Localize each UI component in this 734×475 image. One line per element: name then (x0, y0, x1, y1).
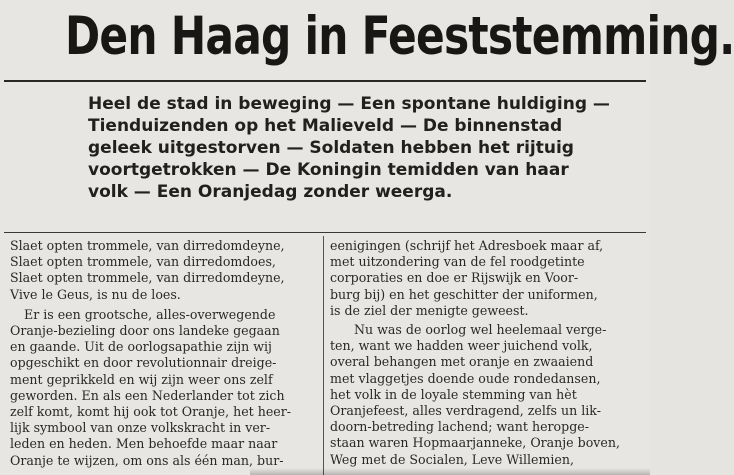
subheadline-block (88, 93, 648, 203)
paragraph-line: en gaande. Uit de oorlogsapathie zijn wij (10, 339, 272, 355)
body-paragraph (10, 307, 315, 469)
paragraph-line: het volk in de loyale stemming van hèt (330, 386, 577, 402)
paragraph-line: staan waren Hopmaarjanneke, Oranje boven, (330, 435, 620, 451)
subheadline-line: Heel de stad in beweging — Een spontane huldiging — (88, 94, 610, 114)
paragraph-line: zelf komt, komt hij ook tot Oranje, het heer- (10, 404, 292, 420)
headline-rule (4, 80, 646, 82)
paragraph-line: Er is een grootsche, alles-overwegende (24, 306, 276, 322)
subheadline-line: voortgetrokken — De Koningin temidden van haar (88, 160, 569, 180)
print-smudge (250, 468, 650, 475)
paragraph-line: met uitzondering van de fel roodgetinte (330, 254, 585, 270)
verse-block (10, 238, 315, 303)
subheadline-line: Tienduizenden op het Malieveld — De binnenstad (88, 116, 563, 136)
paragraph-line: Weg met de Socialen, Leve Willemien, (330, 451, 574, 467)
paragraph-line: eenigingen (schrijf het Adresboek maar af, (330, 238, 604, 253)
verse-line: Vive le Geus, is nu de loes. (10, 286, 181, 302)
paragraph-line: ment geprikkeld en wij zijn weer ons zelf (10, 371, 273, 387)
section-rule (4, 232, 646, 233)
paragraph-line: geworden. En als een Nederlander tot zich (10, 387, 285, 403)
paragraph-line: Nu was de oorlog wel heelemaal verge- (354, 322, 607, 338)
paragraph-line: corporaties en doe er Rijswijk en Voor- (330, 270, 579, 286)
paragraph-line: Oranje-bezieling door ons landeke gegaan (10, 323, 280, 339)
column-divider (323, 236, 324, 475)
subheadline-line: geleek uitgestorven — Soldaten hebben het rijtuig (88, 138, 574, 158)
verse-line: Slaet opten trommele, van dirredomdeyne, (10, 270, 285, 286)
right-column (330, 238, 644, 468)
paragraph-line: overal behangen met oranje en zwaaiend (330, 354, 594, 370)
paragraph-line: Oranjefeest, alles verdragend, zelfs un lik- (330, 403, 601, 419)
body-paragraph (330, 238, 644, 319)
paragraph-line: Oranje te wijzen, om ons als één man, bur- (10, 452, 284, 468)
paragraph-line: leden en heden. Men behoefde maar naar (10, 436, 278, 452)
paragraph-line: doorn-betreding lachend; want heropge- (330, 419, 589, 435)
paragraph-line: met vlaggetjes doende oude rondedansen, (330, 370, 601, 386)
subheadline-line: volk — Een Oranjedag zonder weerga. (88, 182, 453, 202)
paragraph-line: is de ziel der menigte geweest. (330, 302, 529, 318)
paragraph-line: opgeschikt en door revolutionnair dreige- (10, 355, 277, 371)
left-column (10, 238, 315, 469)
paragraph-line: burg bij) en het geschitter der uniformen, (330, 286, 598, 302)
verse-line: Slaet opten trommele, van dirredomdeyne, (10, 238, 285, 253)
paragraph-line: ten, want we hadden weer juichend volk, (330, 338, 593, 354)
body-paragraph (330, 322, 644, 468)
paragraph-line: lijk symbool van onze volkskracht in ver- (10, 420, 271, 436)
headline: Den Haag in Feeststemming. (65, 6, 734, 67)
verse-line: Slaet opten trommele, van dirredomdoes, (10, 254, 276, 270)
